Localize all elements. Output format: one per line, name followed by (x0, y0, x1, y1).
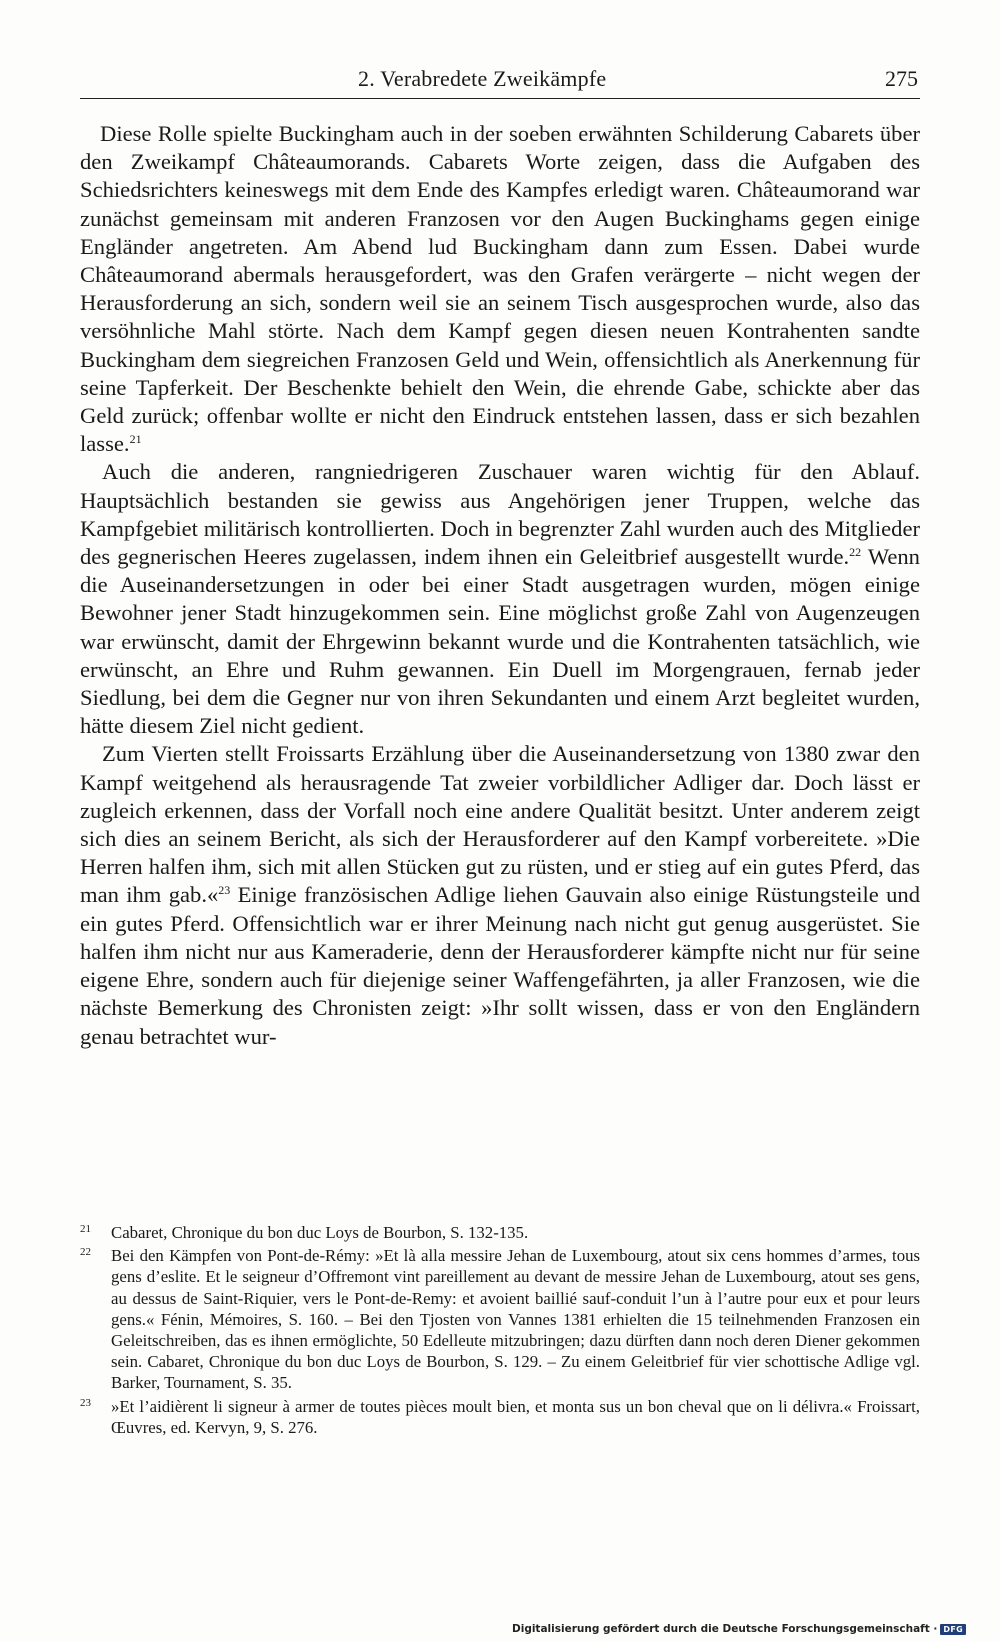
paragraph-2: Auch die anderen, rangniedrigeren Zuschauer waren wichtig für den Ablauf. Hauptsächlich bestanden sie gewiss aus Angehörigen jener Truppen, welche das Kampfgebiet militärisch kontrollierten. Doch in begrenzter Zahl wurden auch des Mitglieder des gegnerischen Heeres zugelassen, indem ihnen ein Geleitbrief ausgestellt wurde.$^{22}$ Wenn die Auseinandersetzungen in oder bei einer Stadt ausgetragen wurden, mögen einige Bewohner jener Stadt hinzugekommen sein. Eine möglichst große Zahl von Augenzeugen war erwünscht, damit der Ehrgewinn bekannt wurde und die Kontrahenten tatsächlich, wie erwünscht, an Ehre und Ruhm gewannen. Ein Duell im Morgengrauen, fernab jeder Siedlung, bei dem die Gegner nur von ihren Sekundanten und einem Arzt begleitet wurden, hätte diesem Ziel nicht gedient. (80, 459, 920, 739)
digitization-text: Digitalisierung gefördert durch die Deutsche Forschungsgemeinschaft · (512, 1623, 938, 1635)
dfg-logo-icon: DFG (940, 1624, 966, 1635)
footnote-22 (80, 1245, 920, 1393)
footnote-23 (80, 1396, 920, 1438)
footnote-number: 22 (80, 1246, 91, 1259)
main-text (80, 120, 920, 1051)
running-header (80, 62, 920, 98)
footnote-number: 23 (80, 1396, 91, 1409)
header-rule (80, 98, 920, 99)
footnote-number: 21 (80, 1223, 91, 1235)
page-number: 275 (885, 66, 918, 91)
footnote-21 (80, 1222, 920, 1243)
chapter-title: 2. Verabredete Zweikämpfe (358, 66, 607, 91)
digitization-credit (512, 1623, 966, 1635)
footnote-text: »Et l’aidièrent li signeur à armer de toutes pièces moult bien, et monta sus un bon cheval que on li délivra.« Froissart, Œuvres, ed. Kervyn, 9, S. 276. (111, 1396, 920, 1437)
paragraph-1: Diese Rolle spielte Buckingham auch in der soeben erwähnten Schilderung Cabarets über den Zweikampf Châteaumorands. Cabarets Worte zeigen, dass die Aufgaben des Schiedsrichters keineswegs mit dem Ende des Kampfes erledigt waren. Châteaumorand war zunächst gemeinsam mit anderen Franzosen vor den Augen Buckinghams gegen einige Engländer angetreten. Am Abend lud Buckingham dann zum Essen. Dabei wurde Châteaumorand abermals herausgefordert, was den Grafen verärgerte – nicht wegen der Herausforderung an sich, sondern weil sie an seinem Tisch ausgesprochen wurde, also das versöhnliche Mahl störte. Nach dem Kampf gegen diesen neuen Kontrahenten sandte Buckingham dem siegreichen Franzosen Geld und Wein, offensichtlich als Anerkennung für seine Tapferkeit. Der Beschenkte behielt den Wein, die ehrende Gabe, schickte aber das Geld zurück; offenbar wollte er nicht den Eindruck entstehen lassen, dass er sich bezahlen lasse.$^{21}$ (80, 121, 920, 457)
footnote-text: Cabaret, Chronique du bon duc Loys de Bourbon, S. 132-135. (111, 1223, 529, 1242)
footnote-text: Bei den Kämpfen von Pont-de-Rémy: »Et là alla messire Jehan de Luxembourg, atout six cens hommes d’armes, tous gens d’eslite. Et le seigneur d’Offremont vint pareillement au devant de messire Jehan de Luxembourg, atout ses gens, au dessus de Saint-Riquier, vers le Pont-de-Remy: et avoient baillié sauf-conduit l’un à l’autre pour eux et pour leurs gens.« Fénin, Mémoires, S. 160. – Bei den Tjosten von Vannes 1381 erhielten die 15 teilnehmenden Franzosen ein Geleitschreiben, das es ihnen ermöglichte, 50 Edelleute mitzubringen; dazu dürften dann noch deren Diener gekommen sein. Cabaret, Chronique du bon duc Loys de Bourbon, S. 129. – Zu einem Geleitbrief für vier schottische Adlige vgl. Barker, Tournament, S. 35. (111, 1246, 920, 1393)
footnotes (80, 1222, 920, 1440)
paragraph-3: Zum Vierten stellt Froissarts Erzählung über die Auseinandersetzung von 1380 zwar den Kampf weitgehend als herausragende Tat zweier vorbildlicher Adliger dar. Doch lässt er zugleich erkennen, dass der Vorfall noch eine andere Qualität besitzt. Unter anderem zeigt sich dies an seinem Bericht, als sich der Herausforderer auf den Kampf vorbereitete. »Die Herren halfen ihm, sich mit allen Stücken gut zu rüsten, und er stieg auf ein gutes Pferd, das man ihm gab.«$^{23}$ Einige französischen Adlige liehen Gauvain also einige Rüstungsteile und ein gutes Pferd. Offensichtlich war er ihrer Meinung nach nicht gut genug ausgerüstet. Sie halfen ihm nicht nur aus Kameraderie, denn der Herausforderer kämpfte nicht nur für seine eigene Ehre, sondern auch für diejenige seiner Waffengefährten, ja aller Franzosen, wie die nächste Bemerkung des Chronisten zeigt: »Ihr sollt wissen, dass er von den Engländern genau betrachtet wur- (80, 741, 920, 1049)
